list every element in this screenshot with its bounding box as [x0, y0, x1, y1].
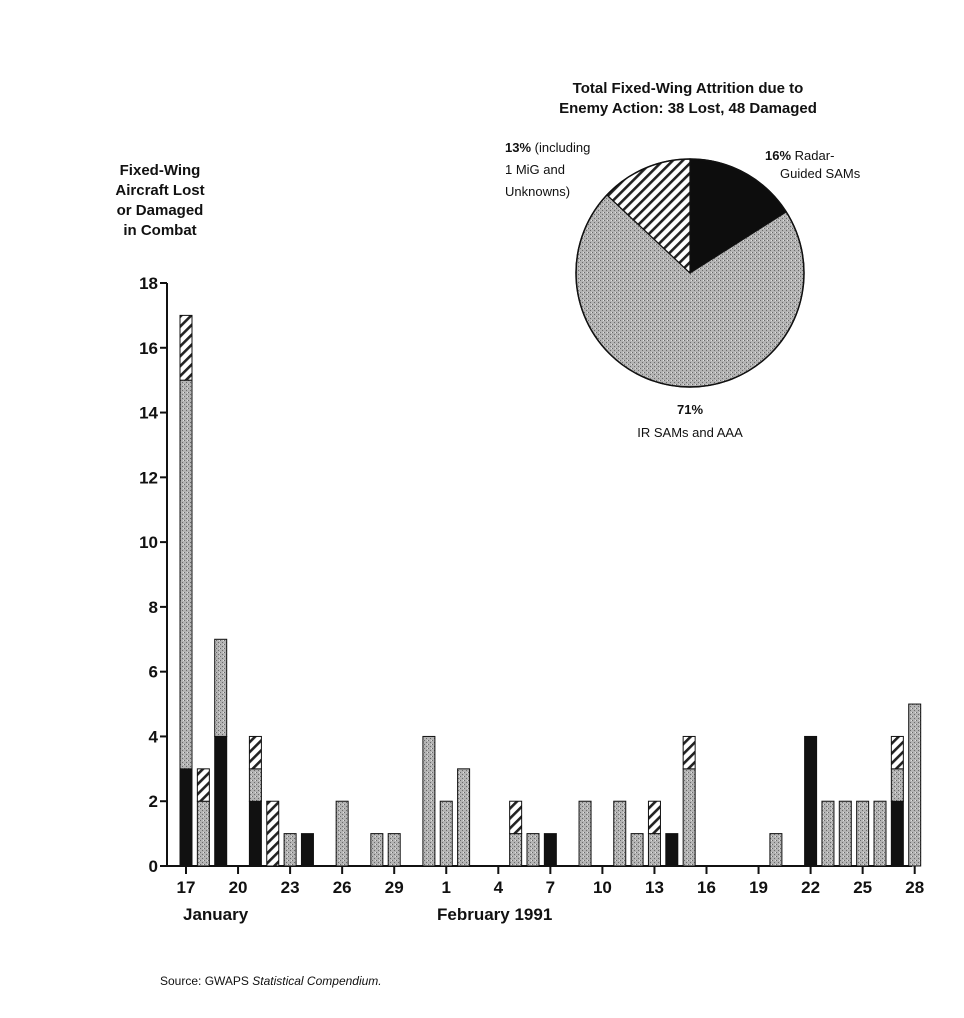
pie-label-ir: [637, 402, 743, 440]
bar-segment-ir: [822, 801, 834, 866]
bar-segment-other: [648, 801, 660, 833]
x-group-label-january: January: [183, 905, 249, 924]
pie-title-line-2: Enemy Action: 38 Lost, 48 Damaged: [559, 100, 817, 117]
bar-segment-other: [510, 801, 522, 833]
y-tick-label: 4: [148, 727, 158, 747]
pie-label-ir-desc: IR SAMs and AAA: [637, 425, 743, 440]
bar-day-29: [683, 736, 695, 866]
bar-day-0: [180, 315, 192, 866]
bar-segment-ir: [874, 801, 886, 866]
bar-segment-radar: [891, 801, 903, 866]
bar-segment-ir: [839, 801, 851, 866]
x-tick-label: 20: [228, 878, 248, 897]
bar-day-9: [336, 801, 348, 866]
bar-day-20: [527, 834, 539, 866]
bar-day-38: [839, 801, 851, 866]
bar-segment-ir: [510, 834, 522, 866]
bar-segment-radar: [215, 736, 227, 866]
bar-day-42: [909, 704, 921, 866]
bar-day-7: [301, 834, 313, 866]
y-tick-label: 6: [148, 662, 158, 682]
bar-segment-ir: [458, 769, 470, 866]
bar-day-2: [215, 639, 227, 866]
x-tick-label: 19: [749, 878, 769, 897]
bar-segment-ir: [614, 801, 626, 866]
x-tick-label: 25: [853, 878, 873, 897]
x-tick-label: 29: [384, 878, 404, 897]
bar-segment-ir: [197, 801, 209, 866]
bar-segment-radar: [180, 769, 192, 866]
x-tick-label: 28: [905, 878, 925, 897]
pie-label-radar-line-2: Guided SAMs: [780, 166, 861, 181]
bar-segment-other: [891, 736, 903, 768]
y-tick-label: 12: [139, 468, 158, 488]
x-tick-label: 26: [332, 878, 352, 897]
bar-day-16: [458, 769, 470, 866]
bar-chart-bars: [180, 315, 921, 866]
pie-label-other: [505, 140, 590, 199]
bar-day-37: [822, 801, 834, 866]
bar-segment-ir: [579, 801, 591, 866]
bar-day-27: [648, 801, 660, 866]
bar-day-21: [544, 834, 556, 866]
x-tick-label: 4: [493, 878, 504, 897]
bar-segment-ir: [683, 769, 695, 866]
bar-day-25: [614, 801, 626, 866]
bar-day-34: [770, 834, 782, 866]
bar-day-39: [857, 801, 869, 866]
bar-day-36: [805, 736, 817, 866]
pie-label-other-line-1: [505, 140, 590, 155]
y-tick-label: 16: [139, 338, 158, 358]
pie-label-other-line-2: 1 MiG and: [505, 162, 565, 177]
bar-day-12: [388, 834, 400, 866]
bar-segment-ir: [336, 801, 348, 866]
x-tick-label: 16: [697, 878, 716, 897]
bar-day-40: [874, 801, 886, 866]
y-axis-title-line-4: in Combat: [123, 222, 197, 239]
bar-segment-other: [267, 801, 279, 866]
bar-segment-ir: [180, 380, 192, 769]
bar-segment-ir: [371, 834, 383, 866]
x-tick-label: 17: [176, 878, 196, 897]
bar-day-1: [197, 769, 209, 866]
bar-day-6: [284, 834, 296, 866]
pie-label-radar-line-1: [765, 148, 834, 163]
bar-segment-radar: [249, 801, 261, 866]
bar-segment-ir: [249, 769, 261, 801]
pie-label-radar: [765, 148, 861, 181]
x-tick-label: 23: [280, 878, 300, 897]
pie-label-other-desc-1: (including: [534, 140, 591, 155]
y-tick-label: 14: [139, 403, 158, 423]
bar-day-5: [267, 801, 279, 866]
bar-segment-ir: [909, 704, 921, 866]
bar-day-4: [249, 736, 261, 866]
bar-day-23: [579, 801, 591, 866]
bar-segment-radar: [544, 834, 556, 866]
bar-segment-ir: [440, 801, 452, 866]
pie-label-other-pct: 13%: [505, 140, 532, 155]
pie-label-radar-pct: 16%: [765, 148, 792, 163]
y-tick-label: 2: [148, 792, 158, 812]
pie-chart: [576, 159, 804, 387]
bar-segment-other: [180, 315, 192, 380]
bar-segment-other: [197, 769, 209, 801]
bar-segment-ir: [284, 834, 296, 866]
bar-day-28: [666, 834, 678, 866]
bar-day-14: [423, 736, 435, 866]
y-tick-label: 0: [148, 857, 158, 876]
y-tick-label: 10: [139, 533, 158, 553]
source-prefix: Source: GWAPS: [160, 974, 253, 988]
y-axis-title-line-2: Aircraft Lost: [115, 182, 205, 199]
x-tick-label: 1: [441, 878, 451, 897]
bar-segment-radar: [805, 736, 817, 866]
bar-segment-other: [249, 736, 261, 768]
pie-label-other-line-3: Unknowns): [505, 184, 571, 199]
bar-segment-other: [683, 736, 695, 768]
bar-day-15: [440, 801, 452, 866]
source-title: Statistical Compendium.: [252, 974, 382, 988]
x-group-label-february: February 1991: [437, 905, 553, 924]
bar-segment-ir: [423, 736, 435, 866]
bar-segment-radar: [301, 834, 313, 866]
bar-day-41: [891, 736, 903, 866]
y-axis-title-line-3: or Damaged: [116, 202, 204, 219]
bar-day-26: [631, 834, 643, 866]
bar-segment-ir: [857, 801, 869, 866]
pie-title: [559, 80, 817, 117]
pie-label-radar-desc-1: Radar-: [794, 148, 835, 163]
x-tick-label: 13: [644, 878, 664, 897]
x-tick-label: 22: [801, 878, 821, 897]
bar-segment-ir: [527, 834, 539, 866]
bar-segment-ir: [648, 834, 660, 866]
x-tick-label: 7: [545, 878, 556, 897]
y-tick-label: 18: [139, 274, 158, 293]
bar-segment-ir: [891, 769, 903, 801]
y-axis-title: [115, 162, 204, 239]
pie-label-ir-pct: 71%: [676, 402, 704, 417]
x-tick-label: 10: [592, 878, 612, 897]
bar-segment-ir: [215, 639, 227, 736]
y-axis-title-line-1: Fixed-Wing: [119, 162, 201, 179]
bar-segment-ir: [631, 834, 643, 866]
y-tick-label: 8: [148, 597, 158, 617]
bar-segment-ir: [770, 834, 782, 866]
bar-segment-ir: [388, 834, 400, 866]
source-note: [160, 974, 382, 988]
bar-day-19: [510, 801, 522, 866]
pie-title-line-1: Total Fixed-Wing Attrition due to: [572, 80, 804, 97]
bar-day-11: [371, 834, 383, 866]
bar-segment-radar: [666, 834, 678, 866]
